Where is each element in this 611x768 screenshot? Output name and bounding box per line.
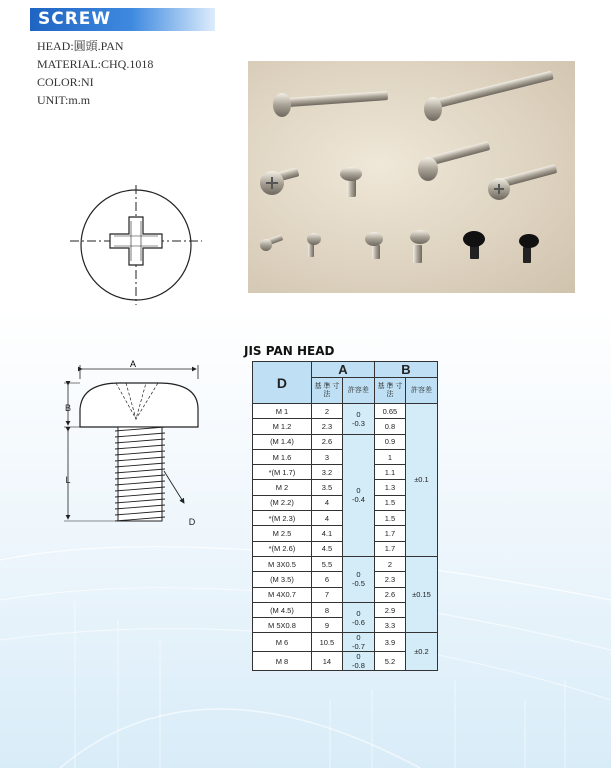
cell-a-value: 3.5	[311, 480, 342, 495]
cell-b-value: 0.65	[374, 404, 405, 419]
cell-a-value: 4.5	[311, 541, 342, 556]
cell-size: M 6	[253, 633, 312, 652]
cell-size: M 2	[253, 480, 312, 495]
screw-medium-center	[340, 167, 362, 197]
cell-size: M 5X0.8	[253, 618, 312, 633]
dim-label-d: D	[188, 517, 196, 527]
cell-b-value: 2.9	[374, 602, 405, 617]
cell-b-value: 3.9	[374, 633, 405, 652]
cell-b-value: 1	[374, 449, 405, 464]
jis-pan-head-table	[252, 361, 438, 671]
table-body	[253, 404, 438, 671]
screw-side-view	[58, 357, 208, 537]
screw-head-top-view	[68, 183, 204, 307]
cell-a-value: 3.2	[311, 465, 342, 480]
screw-long-left	[273, 91, 388, 117]
cell-size: M 3X0.5	[253, 556, 312, 571]
subheader-a-tol: 許容差	[342, 378, 374, 404]
spec-color: COLOR:NI	[37, 75, 94, 89]
cell-a-value: 10.5	[311, 633, 342, 652]
cell-a-tolerance: 0 -0.7	[342, 633, 374, 652]
table-title: JIS PAN HEAD	[244, 344, 335, 358]
cell-size: M 8	[253, 652, 312, 671]
cell-b-value: 3.3	[374, 618, 405, 633]
cell-size: M 2.5	[253, 526, 312, 541]
screw-medium-right-1	[418, 141, 490, 181]
cell-a-value: 14	[311, 652, 342, 671]
cell-b-value: 2.3	[374, 572, 405, 587]
table-row	[253, 556, 438, 571]
cell-a-value: 4	[311, 511, 342, 526]
screw-long-right	[424, 71, 554, 121]
cell-a-value: 2	[311, 404, 342, 419]
cell-b-value: 2.6	[374, 587, 405, 602]
cell-a-value: 6	[311, 572, 342, 587]
table-row	[253, 633, 438, 652]
cell-a-tolerance: 0 -0.8	[342, 652, 374, 671]
cell-b-value: 2	[374, 556, 405, 571]
cell-a-tolerance: 0 -0.3	[342, 404, 374, 435]
spec-unit: UNIT:m.m	[37, 93, 91, 107]
cell-size: (M 4.5)	[253, 602, 312, 617]
cell-b-tolerance: ±0.2	[405, 633, 437, 671]
cell-a-value: 4	[311, 495, 342, 510]
cell-size: M 1.2	[253, 419, 312, 434]
spec-list	[37, 37, 153, 109]
page-title: SCREW	[38, 9, 112, 29]
spec-material: MATERIAL:CHQ.1018	[37, 57, 154, 71]
cell-a-value: 9	[311, 618, 342, 633]
cell-a-value: 2.3	[311, 419, 342, 434]
header-d: D	[253, 362, 312, 404]
cell-b-value: 1.1	[374, 465, 405, 480]
product-photo	[248, 61, 575, 293]
cell-size: (M 1.4)	[253, 434, 312, 449]
screw-medium-left	[260, 167, 299, 195]
cell-a-tolerance: 0 -0.6	[342, 602, 374, 633]
screw-small-2	[307, 233, 321, 257]
table-header-row	[253, 362, 438, 378]
screw-black-2	[519, 234, 539, 263]
subheader-a-std: 基 準 寸 法	[311, 378, 342, 404]
spec-head: HEAD:圓頭.PAN	[37, 39, 124, 53]
header-a: A	[311, 362, 374, 378]
cell-b-value: 1.7	[374, 541, 405, 556]
table-row	[253, 404, 438, 419]
cell-size: *(M 1.7)	[253, 465, 312, 480]
cell-size: *(M 2.3)	[253, 511, 312, 526]
screw-small-1	[260, 234, 283, 251]
cell-b-value: 1.5	[374, 511, 405, 526]
subheader-b-std: 基 準 寸 法	[374, 378, 405, 404]
cell-size: M 4X0.7	[253, 587, 312, 602]
cell-size: (M 3.5)	[253, 572, 312, 587]
cell-a-value: 4.1	[311, 526, 342, 541]
cell-a-value: 7	[311, 587, 342, 602]
cell-a-tolerance: 0 -0.5	[342, 556, 374, 602]
cell-a-value: 2.6	[311, 434, 342, 449]
cell-b-tolerance: ±0.15	[405, 556, 437, 632]
cell-size: M 1.6	[253, 449, 312, 464]
screw-small-4	[410, 230, 430, 263]
cell-size: (M 2.2)	[253, 495, 312, 510]
cell-b-value: 1.7	[374, 526, 405, 541]
cell-a-value: 8	[311, 602, 342, 617]
cell-b-value: 1.5	[374, 495, 405, 510]
dim-label-a: A	[129, 359, 137, 369]
cell-size: M 1	[253, 404, 312, 419]
screw-black-1	[463, 231, 485, 259]
screw-medium-right-2	[488, 164, 557, 200]
cell-b-value: 0.9	[374, 434, 405, 449]
cell-b-value: 0.8	[374, 419, 405, 434]
cell-b-value: 5.2	[374, 652, 405, 671]
dim-label-l: L	[65, 475, 71, 485]
subheader-b-tol: 許容差	[405, 378, 437, 404]
title-bar	[30, 8, 215, 31]
cell-size: *(M 2.6)	[253, 541, 312, 556]
cell-a-value: 3	[311, 449, 342, 464]
header-b: B	[374, 362, 437, 378]
cell-a-tolerance: 0 -0.4	[342, 434, 374, 556]
dim-label-b: B	[64, 403, 72, 413]
cell-a-value: 5.5	[311, 556, 342, 571]
screw-small-3	[365, 232, 383, 259]
cell-b-value: 1.3	[374, 480, 405, 495]
cell-b-tolerance: ±0.1	[405, 404, 437, 557]
